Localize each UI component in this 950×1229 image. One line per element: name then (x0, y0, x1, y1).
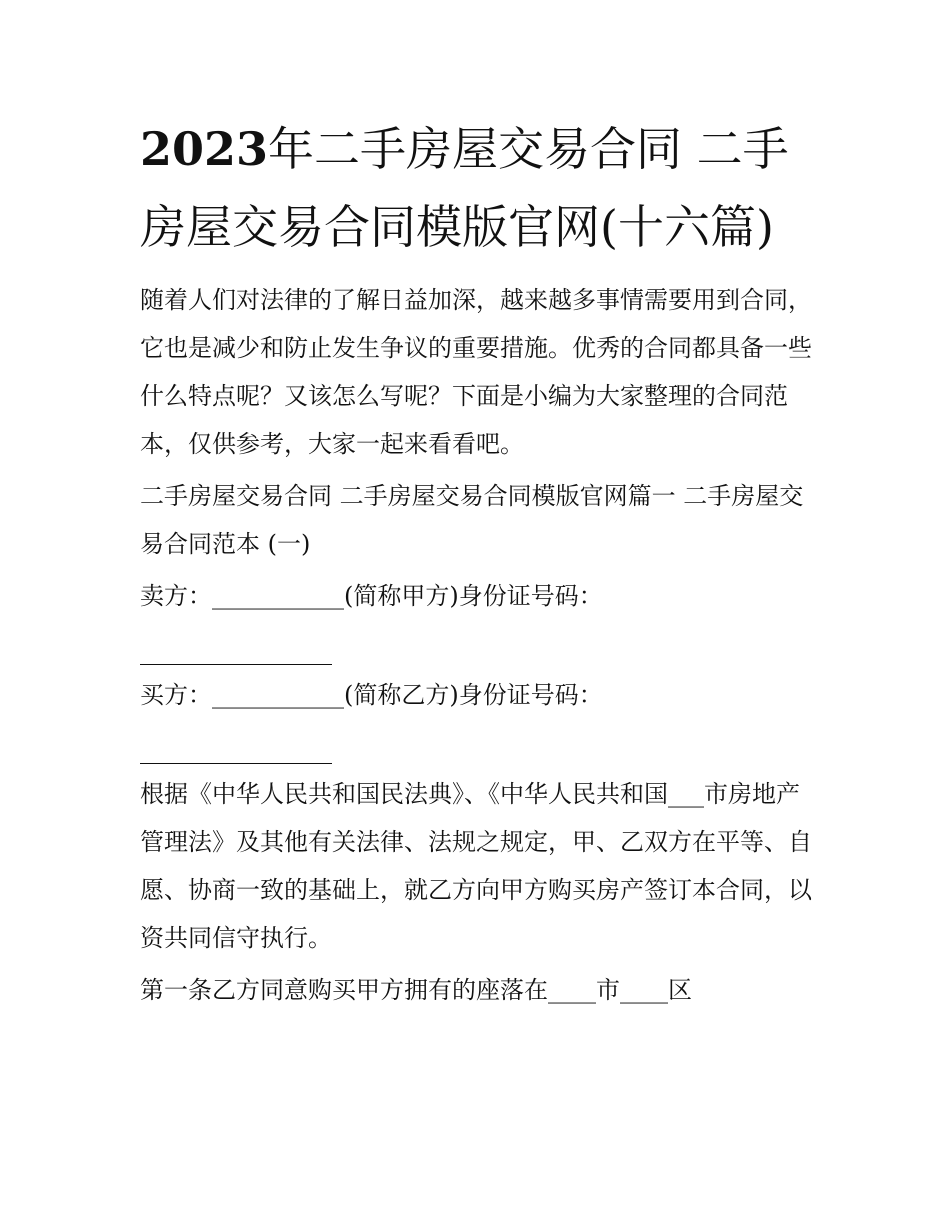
article-one: 第一条乙方同意购买甲方拥有的座落在____市____区 (140, 976, 692, 1004)
section-heading: 二手房屋交易合同 二手房屋交易合同模版官网篇一 二手房屋交易合同范本 (一) (140, 482, 804, 558)
seller-id-blank (140, 624, 332, 665)
basis-paragraph: 根据《中华人民共和国民法典》、《中华人民共和国___市房地产管理法》及其他有关法律、法规之规定，甲、乙双方在平等、自愿、协商一致的基础上，就乙方向甲方购买房产签订本合同，以资共同信守执行。 (140, 780, 812, 952)
document-page (140, 110, 820, 1018)
buyer-line: 买方：___________(简称乙方)身份证号码： (140, 681, 603, 709)
intro-paragraph: 随着人们对法律的了解日益加深，越来越多事情需要用到合同，它也是减少和防止发生争议的重要措施。优秀的合同都具备一些什么特点呢？又该怎么写呢？下面是小编为大家整理的合同范本，仅供参考，大家一起来看看吧。 (140, 286, 812, 458)
title-year: 2023 (140, 122, 269, 176)
buyer-id-blank (140, 723, 332, 764)
document-title (140, 110, 820, 266)
title-text: 年二手房屋交易合同 二手房屋交易合同模版官网(十六篇) (140, 122, 789, 254)
seller-line: 卖方：___________(简称甲方)身份证号码： (140, 582, 603, 610)
